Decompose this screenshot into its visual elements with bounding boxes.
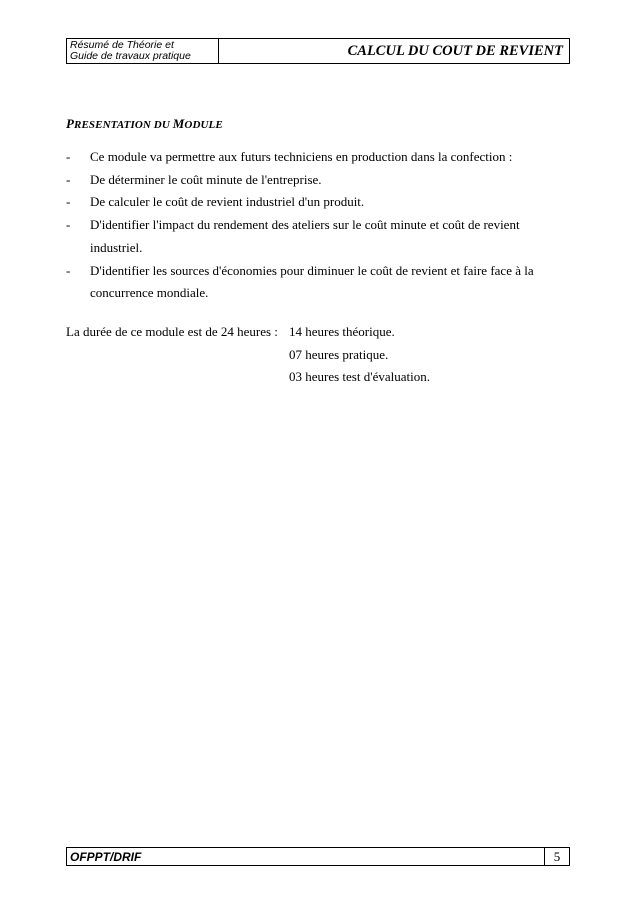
duration-intro: La durée de ce module est de 24 heures : [66, 324, 278, 339]
duration-test: 03 heures test d'évaluation. [289, 369, 430, 385]
footer-org: OFPPT/DRIF [70, 849, 142, 864]
section-title-initial-m: M [172, 116, 185, 131]
section-title-part2: ODULE [184, 119, 223, 131]
list-item-text: Ce module va permettre aux futurs techniciens en production dans la confection : [90, 149, 513, 164]
bullet-dash: - [66, 171, 71, 187]
duration-practice: 07 heures pratique. [289, 346, 389, 362]
duration-row [66, 344, 430, 367]
duration-row [66, 366, 430, 389]
list-item-text: D'identifier l'impact du rendement des ateliers sur le coût minute et coût de revient industriel. [90, 217, 520, 255]
list-item [66, 260, 566, 305]
list-item [66, 146, 566, 169]
duration-row [66, 321, 430, 344]
list-item-text: De déterminer le coût minute de l'entreprise. [90, 171, 322, 187]
section-title-part1: RESENTATION DU [74, 119, 173, 131]
list-item [66, 214, 566, 259]
section-title [66, 116, 223, 132]
list-item-text: D'identifier les sources d'économies pour diminuer le coût de revient et faire face à la concurrence mondiale. [90, 262, 534, 301]
duration-block [66, 321, 430, 389]
header-title: CALCUL DU COUT DE REVIENT [347, 42, 563, 59]
bullet-dash: - [66, 217, 71, 233]
header-subtitle [67, 39, 219, 63]
page-footer [66, 847, 570, 866]
list-item-text: De calculer le coût de revient industriel d'un produit. [90, 194, 365, 210]
duration-theory: 14 heures théorique. [289, 324, 395, 339]
bullet-dash: - [66, 194, 71, 210]
page-header [66, 38, 570, 64]
page-number: 5 [544, 848, 569, 865]
header-subtitle-line2: Guide de travaux pratique [70, 50, 191, 62]
list-item [66, 191, 566, 214]
section-title-initial-p: P [66, 116, 75, 131]
header-subtitle-line1: Résumé de Théorie et [70, 39, 174, 51]
objectives-list [66, 146, 566, 305]
bullet-dash: - [66, 262, 71, 278]
bullet-dash: - [66, 149, 71, 164]
list-item [66, 169, 566, 192]
